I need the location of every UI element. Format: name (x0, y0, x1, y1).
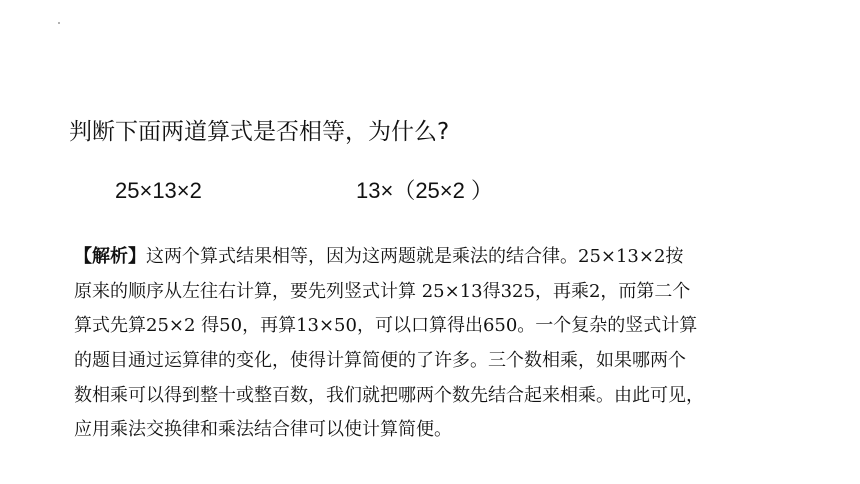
expression-1: 25×13×2 (115, 178, 202, 203)
analysis-text-1: 这两个算式结果相等，因为这两题就是乘法的结合律。25×13×2按 (146, 246, 684, 267)
analysis-line-4: 的题目通过运算律的变化，使得计算简便的了许多。三个数相乘，如果哪两个 (74, 350, 686, 372)
expression-2: 13×（25×2 ） (356, 178, 493, 203)
analysis-line-3: 算式先算25×2 得50，再算13×50，可以口算得出650。一个复杂的竖式计算 (74, 315, 698, 337)
question-text: 判断下面两道算式是否相等，为什么? (69, 119, 450, 145)
analysis-line-2: 原来的顺序从左往右计算，要先列竖式计算 25×13得325，再乘2，而第二个 (74, 280, 691, 302)
decorative-dot (58, 22, 60, 24)
analysis-label: 【解析】 (74, 246, 146, 267)
analysis-line-5: 数相乘可以得到整十或整百数，我们就把哪两个数先结合起来相乘。由此可见， (74, 384, 704, 406)
analysis-line-6: 应用乘法交换律和乘法结合律可以使计算简便。 (74, 419, 452, 441)
analysis-line-1 (74, 240, 834, 275)
analysis-paragraph (74, 240, 834, 448)
